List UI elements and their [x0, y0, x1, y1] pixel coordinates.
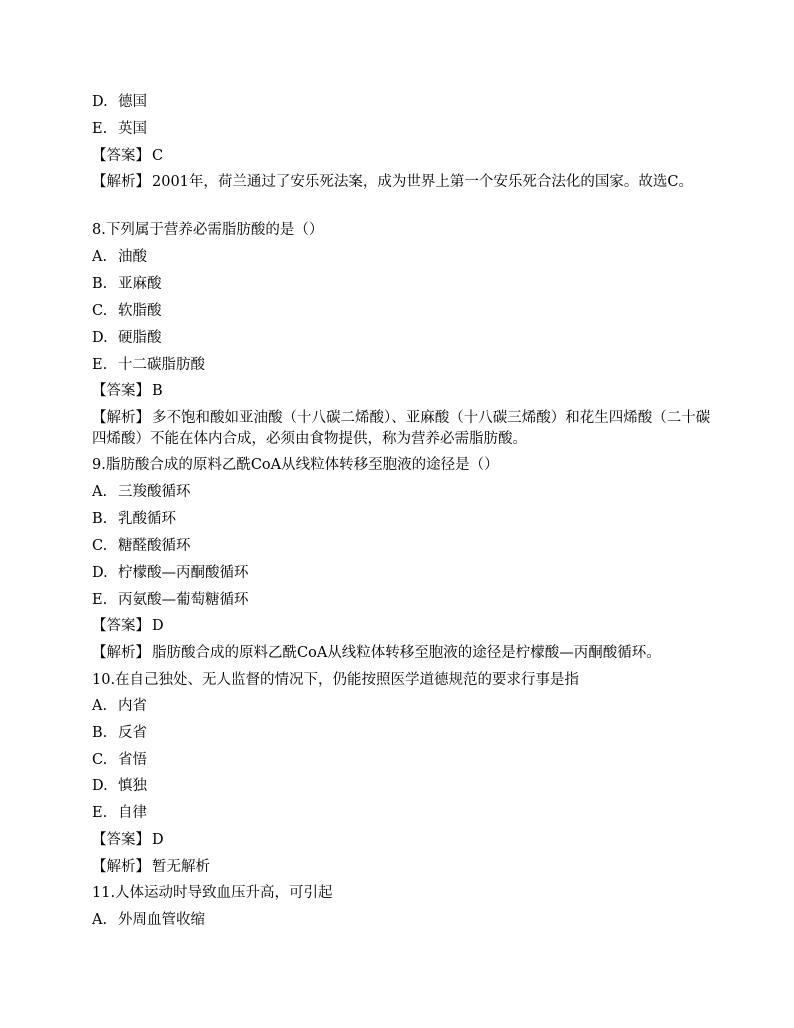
analysis-text: 多不饱和酸如亚油酸（十八碳二烯酸）、亚麻酸（十八碳三烯酸）和花生四烯酸（二十碳四烯酸）不能在体内合成，必须由食物提供，称为营养必需脂肪酸。	[92, 410, 711, 447]
option-line	[92, 803, 712, 823]
option-text: 十二碳脂肪酸	[118, 357, 205, 373]
answer-line	[92, 146, 712, 166]
option-letter: B.	[92, 276, 108, 292]
option-letter: C.	[92, 538, 108, 554]
answer-tag: 【答案】	[92, 832, 150, 848]
answer-tag: 【答案】	[92, 618, 150, 634]
analysis-text: 暂无解析	[152, 859, 210, 875]
option-line	[92, 563, 712, 583]
answer-text: B	[152, 383, 163, 399]
option-line	[92, 723, 712, 743]
option-line	[92, 509, 712, 529]
option-letter: D.	[92, 565, 108, 581]
option-text: 外周血管收缩	[118, 912, 205, 928]
option-text: 糖醛酸循环	[118, 538, 191, 554]
analysis-tag: 【解析】	[92, 859, 150, 875]
option-line	[92, 328, 712, 348]
option-text: 丙氨酸—葡萄糖循环	[118, 592, 249, 608]
option-letter: C.	[92, 303, 108, 319]
option-line	[92, 301, 712, 321]
option-letter: E.	[92, 121, 108, 137]
question-line: 8.下列属于营养必需脂肪酸的是（）	[92, 222, 324, 238]
option-text: 内省	[118, 698, 147, 714]
answer-line	[92, 616, 712, 636]
option-text: 乳酸循环	[118, 511, 176, 527]
option-line	[92, 536, 712, 556]
option-text: 三羧酸循环	[118, 484, 191, 500]
option-line	[92, 776, 712, 796]
option-line	[92, 590, 712, 610]
question-line: 10.在自己独处、无人监督的情况下，仍能按照医学道德规范的要求行事是指	[92, 672, 580, 688]
option-text: 亚麻酸	[118, 276, 162, 292]
option-text: 油酸	[118, 249, 147, 265]
analysis-tag: 【解析】	[92, 410, 150, 426]
question-line: 11.人体运动时导致血压升高，可引起	[92, 885, 333, 901]
answer-line	[92, 381, 712, 401]
option-text: 反省	[118, 725, 147, 741]
analysis-text: 2001年，荷兰通过了安乐死法案，成为世界上第一个安乐死合法化的国家。故选C。	[152, 174, 693, 190]
option-text: 德国	[118, 94, 147, 110]
option-text: 硬脂酸	[118, 330, 162, 346]
option-letter: E.	[92, 805, 108, 821]
option-line	[92, 247, 712, 267]
answer-line	[92, 830, 712, 850]
analysis-line	[92, 643, 712, 663]
option-letter: E.	[92, 357, 108, 373]
option-line	[92, 750, 712, 770]
option-letter: A.	[92, 484, 108, 500]
analysis-line	[92, 408, 712, 450]
option-letter: D.	[92, 778, 108, 794]
option-letter: C.	[92, 752, 108, 768]
analysis-tag: 【解析】	[92, 645, 150, 661]
option-line	[92, 696, 712, 716]
option-letter: E.	[92, 592, 108, 608]
answer-text: D	[152, 618, 164, 634]
option-text: 自律	[118, 805, 147, 821]
analysis-line	[92, 172, 712, 193]
analysis-line	[92, 857, 712, 877]
option-text: 软脂酸	[118, 303, 162, 319]
option-line	[92, 119, 712, 139]
option-line	[92, 92, 712, 112]
option-letter: A.	[92, 249, 108, 265]
option-text: 省悟	[118, 752, 147, 768]
option-text: 柠檬酸—丙酮酸循环	[118, 565, 249, 581]
option-line	[92, 274, 712, 294]
answer-text: D	[152, 832, 164, 848]
option-letter: B.	[92, 511, 108, 527]
question-line: 9.脂肪酸合成的原料乙酰CoA从线粒体转移至胞液的途径是（）	[92, 457, 499, 473]
answer-text: C	[152, 148, 164, 164]
option-letter: A.	[92, 698, 108, 714]
option-line	[92, 910, 712, 930]
option-letter: D.	[92, 330, 108, 346]
answer-tag: 【答案】	[92, 148, 150, 164]
analysis-text: 脂肪酸合成的原料乙酰CoA从线粒体转移至胞液的途径是柠檬酸—丙酮酸循环。	[152, 645, 661, 661]
option-line	[92, 355, 712, 375]
option-letter: B.	[92, 725, 108, 741]
option-line	[92, 482, 712, 502]
option-letter: A.	[92, 912, 108, 928]
option-letter: D.	[92, 94, 108, 110]
option-text: 英国	[118, 121, 147, 137]
option-text: 慎独	[118, 778, 147, 794]
analysis-tag: 【解析】	[92, 174, 150, 190]
answer-tag: 【答案】	[92, 383, 150, 399]
